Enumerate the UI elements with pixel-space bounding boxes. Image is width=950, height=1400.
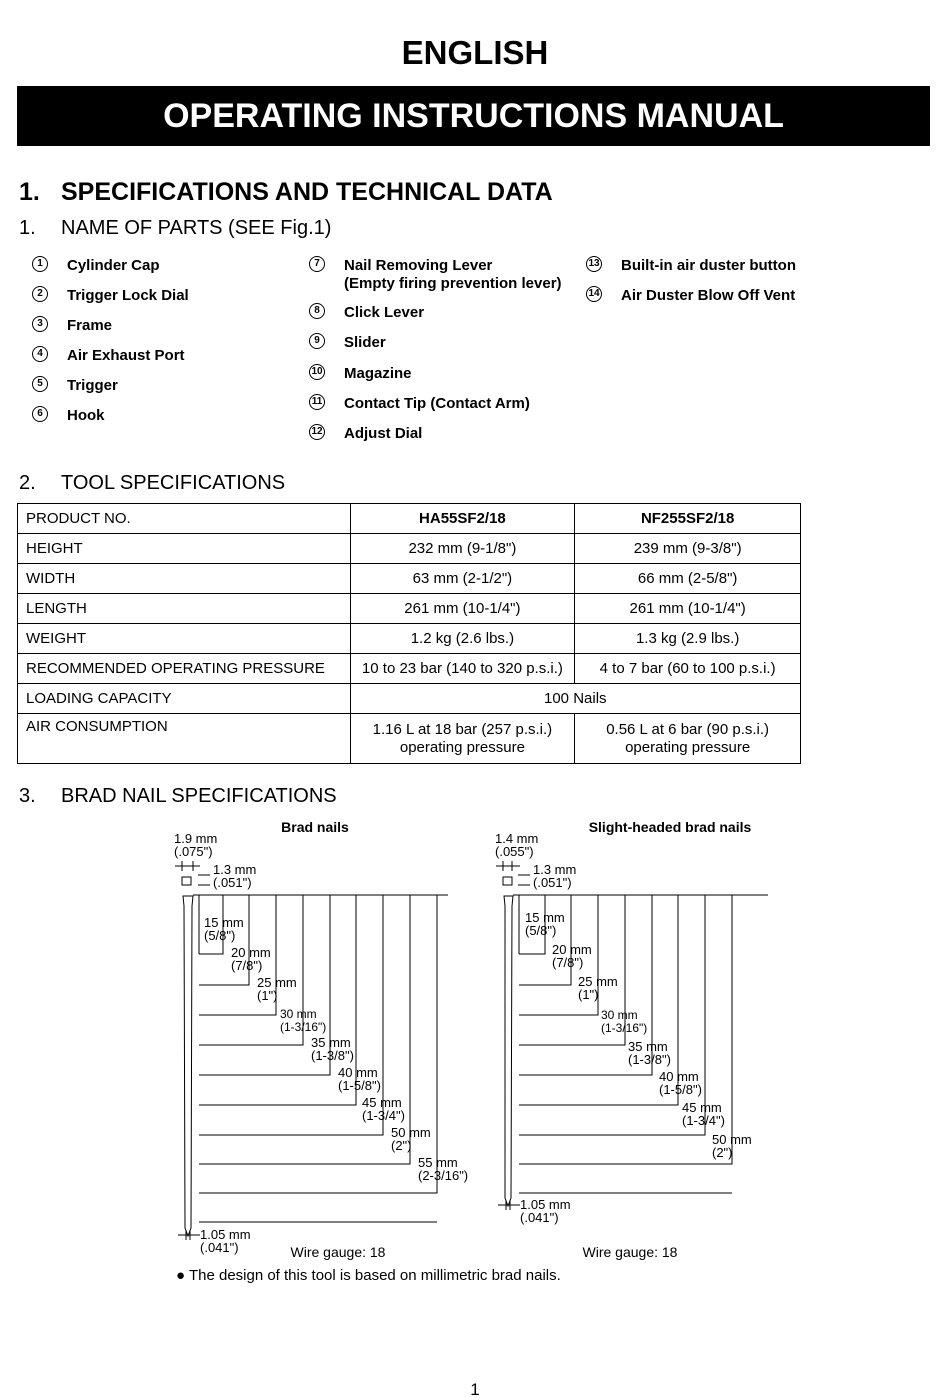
- part-label: Trigger: [67, 377, 118, 394]
- part-number-badge: 5: [32, 376, 48, 392]
- length-mm: 35 mm: [311, 1035, 351, 1050]
- part-label: Contact Tip (Contact Arm): [344, 395, 530, 412]
- length-mm: 45 mm: [682, 1100, 722, 1115]
- header-cell: NF255SF2/18: [575, 504, 801, 534]
- length-mm: 25 mm: [257, 975, 297, 990]
- shank-width-in: (.051"): [533, 875, 572, 890]
- table-cell: 1.2 kg (2.6 lbs.): [350, 624, 575, 654]
- table-cell: 239 mm (9-3/8"): [575, 534, 801, 564]
- head-width-in: (.055"): [495, 844, 534, 859]
- length-mm: 30 mm: [280, 1007, 317, 1021]
- subsection-number: 3.: [19, 785, 36, 807]
- row-label: HEIGHT: [18, 534, 351, 564]
- part-number-badge: 10: [309, 364, 325, 380]
- row-label: WIDTH: [18, 564, 351, 594]
- part-label: Slider: [344, 334, 386, 351]
- part-label: Built-in air duster button: [621, 257, 796, 274]
- header-cell: PRODUCT NO.: [18, 504, 351, 534]
- length-mm: 15 mm: [525, 910, 565, 925]
- part-label-secondary: (Empty firing prevention lever): [344, 275, 562, 292]
- row-label: LENGTH: [18, 594, 351, 624]
- shank-width-mm: 1.3 mm: [533, 862, 577, 877]
- length-in: (1-5/8"): [338, 1078, 381, 1093]
- nail-head-profile: [503, 877, 512, 885]
- length-in: (5/8"): [525, 923, 557, 938]
- subsection-number: 2.: [19, 472, 36, 494]
- length-in: (1-5/8"): [659, 1082, 702, 1097]
- table-cell: 63 mm (2-1/2"): [350, 564, 575, 594]
- length-mm: 45 mm: [362, 1095, 402, 1110]
- part-label: Air Exhaust Port: [67, 347, 185, 364]
- part-label: Nail Removing Lever: [344, 257, 493, 274]
- part-number-badge: 12: [309, 424, 325, 440]
- length-mm: 40 mm: [338, 1065, 378, 1080]
- head-width-mm: 1.4 mm: [495, 831, 539, 846]
- part-label: Trigger Lock Dial: [67, 287, 189, 304]
- part-number-badge: 7: [309, 256, 325, 272]
- shank-width-mm: 1.3 mm: [213, 862, 257, 877]
- manual-title: OPERATING INSTRUCTIONS MANUAL: [163, 96, 784, 135]
- cell-line: 0.56 L at 6 bar (90 p.s.i.): [606, 720, 770, 738]
- language-heading: ENGLISH: [401, 34, 549, 71]
- wire-gauge: Wire gauge: 18: [290, 1244, 386, 1260]
- length-in: (1-3/4"): [682, 1113, 725, 1128]
- part-label: Frame: [67, 317, 113, 334]
- row-label: WEIGHT: [18, 624, 351, 654]
- part-number-badge: 9: [309, 333, 325, 349]
- length-in: (1-3/16"): [280, 1020, 327, 1034]
- length-in: (5/8"): [204, 928, 236, 943]
- length-in: (1"): [257, 988, 278, 1003]
- part-number-badge: 8: [309, 303, 325, 319]
- cell-line: 1.16 L at 18 bar (257 p.s.i.): [372, 720, 553, 738]
- part-number-badge: 3: [32, 316, 48, 332]
- subsection-number: 1.: [19, 217, 36, 239]
- part-number-badge: 1: [32, 256, 48, 272]
- length-in: (2"): [391, 1138, 412, 1153]
- wire-gauge: Wire gauge: 18: [582, 1244, 678, 1260]
- length-in: (1"): [578, 987, 599, 1002]
- part-label: Hook: [67, 407, 105, 424]
- section-number: 1.: [19, 178, 40, 206]
- brad-nails-figure: [174, 819, 468, 1260]
- slight-headed-brad-nails-figure: [495, 819, 768, 1260]
- brad-nail-drawing: [183, 896, 193, 1236]
- length-mm: 25 mm: [578, 974, 618, 989]
- subsection-title: TOOL SPECIFICATIONS: [61, 472, 286, 494]
- part-number-badge: 4: [32, 346, 48, 362]
- shank-width-in: (.051"): [213, 875, 252, 890]
- part-number-badge: 13: [586, 256, 602, 272]
- row-label: AIR CONSUMPTION: [18, 714, 351, 764]
- length-in: (1-3/4"): [362, 1108, 405, 1123]
- cell-line: operating pressure: [625, 738, 751, 756]
- figure-title: Brad nails: [281, 819, 349, 835]
- length-in: (1-3/8"): [311, 1048, 354, 1063]
- subsection-title: BRAD NAIL SPECIFICATIONS: [61, 785, 337, 807]
- length-mm: 20 mm: [552, 942, 592, 957]
- tip-width-mm: 1.05 mm: [200, 1227, 251, 1242]
- length-in: (1-3/16"): [601, 1021, 648, 1035]
- table-cell: 261 mm (10-1/4"): [575, 594, 801, 624]
- design-note: ● The design of this tool is based on millimetric brad nails.: [176, 1267, 561, 1284]
- figure-title: Slight-headed brad nails: [588, 819, 752, 835]
- head-width-in: (.075"): [174, 844, 213, 859]
- table-cell: 10 to 23 bar (140 to 320 p.s.i.): [350, 654, 575, 684]
- part-label: Click Lever: [344, 304, 425, 321]
- part-number-badge: 11: [309, 394, 325, 410]
- length-mm: 55 mm: [418, 1155, 458, 1170]
- length-in: (1-3/8"): [628, 1052, 671, 1067]
- header-cell: HA55SF2/18: [350, 504, 575, 534]
- part-number-badge: 2: [32, 286, 48, 302]
- length-mm: 40 mm: [659, 1069, 699, 1084]
- cell-line: operating pressure: [399, 738, 525, 756]
- subsection-title: NAME OF PARTS (SEE Fig.1): [61, 217, 332, 239]
- table-cell: 4 to 7 bar (60 to 100 p.s.i.): [575, 654, 801, 684]
- length-in: (7/8"): [552, 955, 584, 970]
- length-in: (7/8"): [231, 958, 263, 973]
- tip-width-in: (.041"): [520, 1210, 559, 1225]
- page-number: 1: [470, 1380, 480, 1399]
- part-number-badge: 6: [32, 406, 48, 422]
- section-title: SPECIFICATIONS AND TECHNICAL DATA: [61, 178, 553, 206]
- part-label: Air Duster Blow Off Vent: [621, 287, 796, 304]
- tip-width-mm: 1.05 mm: [520, 1197, 571, 1212]
- table-cell: 261 mm (10-1/4"): [350, 594, 575, 624]
- table-cell: 66 mm (2-5/8"): [575, 564, 801, 594]
- part-label: Cylinder Cap: [67, 257, 160, 274]
- table-cell: 1.3 kg (2.9 lbs.): [575, 624, 801, 654]
- length-mm: 15 mm: [204, 915, 244, 930]
- part-number-badge: 14: [586, 286, 602, 302]
- length-mm: 35 mm: [628, 1039, 668, 1054]
- table-cell: 100 Nails: [350, 684, 800, 714]
- length-mm: 30 mm: [601, 1008, 638, 1022]
- row-label: LOADING CAPACITY: [18, 684, 351, 714]
- part-label: Adjust Dial: [344, 425, 423, 442]
- slight-headed-brad-nail-drawing: [504, 896, 513, 1206]
- length-in: (2-3/16"): [418, 1168, 469, 1183]
- length-mm: 20 mm: [231, 945, 271, 960]
- length-markers: [519, 895, 732, 1193]
- table-cell: 232 mm (9-1/8"): [350, 534, 575, 564]
- tip-width-in: (.041"): [200, 1240, 239, 1255]
- nail-head-profile: [182, 877, 191, 885]
- length-mm: 50 mm: [391, 1125, 431, 1140]
- row-label: RECOMMENDED OPERATING PRESSURE: [18, 654, 351, 684]
- head-width-mm: 1.9 mm: [174, 831, 218, 846]
- length-mm: 50 mm: [712, 1132, 752, 1147]
- part-label: Magazine: [344, 365, 412, 382]
- length-in: (2"): [712, 1145, 733, 1160]
